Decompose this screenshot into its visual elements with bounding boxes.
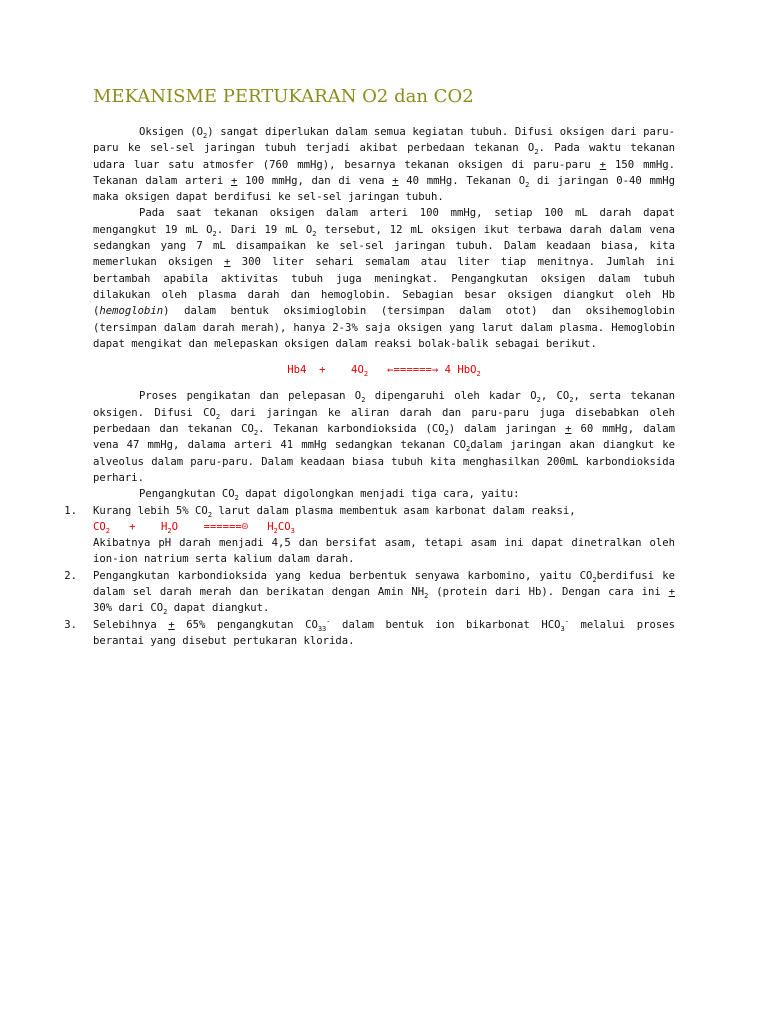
paragraph-co2-transport-intro: Pengangkutan $CO_2$ dapat digolongkan menjadi tiga cara, yaitu: <box>139 488 520 503</box>
hemoglobin-reaction-equation: Hb4 + $4O_2$ ←======→ 4 HbO$_2$ <box>287 364 481 379</box>
list-item: 1. Kurang lebih 5% $CO_2$ larut dalam plasma membentuk asam karbonat dalam reaksi, $CO_2$ + $H_2O$ ======☹ $H_2CO_3$ Akibatnya pH darah menjadi 4,5 dan bersifat asam, tetapi asam ini dapat dinetralkan oleh ion-ion natrium serta kalium dalam darah. <box>64 504 675 566</box>
list-item: 2. Pengangkutan karbondioksida yang kedua berbentuk senyawa karbomino, yaitu $CO_2berdifusi$ ke dalam sel darah merah dan berikatan dengan Amin $NH_2$ (protein dari Hb). Dengan cara ini + 30% dari $CO_2$ dapat diangkut. <box>64 569 676 617</box>
paragraph-oxygen-diffusion: Oksigen $(O_2)$ sangat diperlukan dalam semua kegiatan tubuh. Difusi oksigen dari paru-paru ke sel-sel jaringan tubuh terjadi akibat perbedaan tekanan $O_2$. Pada waktu tekanan udara luar satu atmosfer (760 mmHg), besarnya tekanan oksigen di paru-paru + 150 mmHg. Tekanan dalam arteri + 100 mmHg, dan di vena + 40 mmHg. Tekanan $O_2$ di jaringan 0-40 mmHg maka oksigen dapat berdifusi ke sel-sel jaringan tubuh. <box>93 126 676 204</box>
document-body <box>64 124 676 649</box>
paragraph-oxygen-transport: Pada saat tekanan oksigen dalam arteri 100 mmHg, setiap 100 mL darah dapat mengangkut 19 mL $O_2$. Dari 19 mL $O_2$ tersebut, 12 mL oksigen ikut terbawa darah dalam vena sedangkan yang 7 mL disampaikan ke sel-sel jaringan tubuh. Dalam keadaan biasa, kita memerlukan oksigen + 300 liter sehari semalam atau liter tiap menitnya. Jumlah ini bertambah apabila aktivitas tubuh juga meningkat. Pengangkutan oksigen dalam tubuh dilakukan oleh plasma darah dan hemoglobin. Sebagian besar oksigen diangkut oleh Hb (hemoglobin) dalam bentuk oksimioglobin (tersimpan dalam otot) dan oksihemoglobin (tersimpan dalam darah merah), hanya 2-3% saja oksigen yang larut dalam plasma. Hemoglobin dapat mengikat dan melepaskan oksigen dalam reaksi bolak-balik sebagai berikut. <box>93 207 675 350</box>
carbonic-acid-equation: $CO_2$ + $H_2O$ ======☹ $H_2CO_3$ <box>93 520 295 535</box>
co2-transport-list <box>49 503 675 650</box>
list-item: 3. Selebihnya + 65% pengangkutan $CO_{33}^-$ dalam bentuk ion bikarbonat $HCO_3^-$ melalui proses berantai yang disebut pertukaran klorida. <box>64 617 675 647</box>
paragraph-co2-diffusion: Proses pengikatan dan pelepasan $O_2$ dipengaruhi oleh kadar $O_2$, $CO_2$, serta tekanan oksigen. Difusi $CO_2$ dari jaringan ke aliran darah dan paru-paru juga disebabkan oleh perbedaan dan tekanan $CO_2$. Tekanan karbondioksida $(CO_2)$ dalam jaringan + 60 mmHg, dalam vena 47 mmHg, dalama arteri 41 mmHg sedangkan tekanan $CO_2dalam$ jaringan akan diangkut ke alveolus dalam paru-paru. Dalam keadaan biasa tubuh kita menghasilkan 200mL karbondioksida perhari. <box>93 390 676 484</box>
document-title: MEKANISME PERTUKARAN O2 dan CO2 <box>93 86 474 107</box>
